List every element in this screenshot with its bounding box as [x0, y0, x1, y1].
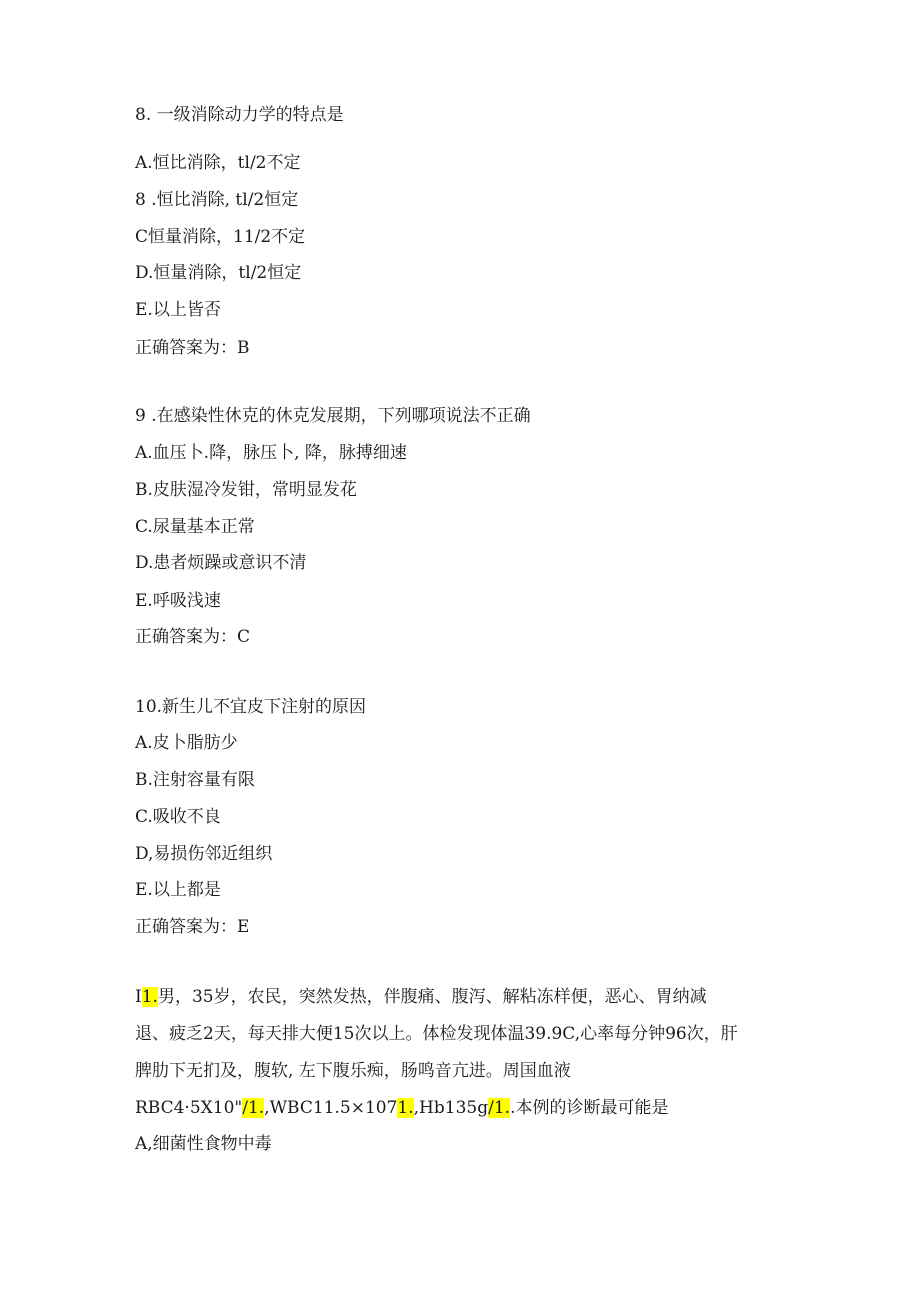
- question-8-answer: 正确答案为：B: [135, 338, 250, 358]
- question-10-option-e: E.以上都是: [135, 880, 221, 900]
- question-9-answer: 正确答案为：C: [135, 627, 251, 647]
- question-11-line-1: [135, 986, 707, 1008]
- question-9-option-d: D.患者烦躁或意识不清: [135, 553, 307, 573]
- question-11-number-prefix: I: [135, 987, 142, 1007]
- question-11-option-a: A,细菌性食物中毒: [135, 1134, 272, 1154]
- question-8-title: 8. 一级消除动力学的特点是: [135, 105, 344, 125]
- lab-rbc: RBC4·5X10": [135, 1098, 243, 1118]
- question-10-option-c: C.吸收不良: [135, 807, 221, 827]
- lab-wbc-unit-highlight: 1.: [397, 1098, 414, 1118]
- question-11-number-highlight: 1.: [141, 987, 158, 1007]
- question-8-option-d: D.恒量消除，tl/2恒定: [135, 263, 302, 283]
- question-10-option-b: B.注射容量有限: [135, 770, 255, 790]
- question-8-option-e: E.以上皆否: [135, 300, 221, 320]
- question-8-option-b: 8 .恒比消除, tl/2恒定: [135, 190, 299, 210]
- question-11-prompt: .本例的诊断最可能是: [510, 1098, 669, 1118]
- question-10-option-a: A.皮卜脂肪少: [135, 733, 238, 753]
- question-9-option-b: B.皮肤湿冷发钳，常明显发花: [135, 480, 357, 500]
- question-11-line-1-text: 男，35岁，农民，突然发热，伴腹痛、腹泻、解粘冻样便，恶心、胃纳减: [157, 987, 707, 1007]
- lab-wbc: ,WBC11.5×107: [264, 1098, 398, 1118]
- lab-hb-unit-highlight: /1.: [488, 1098, 511, 1118]
- question-8-option-c: C恒量消除，11/2不定: [135, 227, 306, 247]
- question-11-line-4: [135, 1097, 668, 1119]
- question-9-option-e: E.呼吸浅速: [135, 591, 221, 611]
- question-10-option-d: D,易损伤邻近组织: [135, 844, 273, 864]
- question-9-option-a: A.血压卜.降，脉压卜, 降，脉搏细速: [135, 443, 407, 463]
- question-9-title: 9 .在感染性休克的休克发展期，下列哪项说法不正确: [135, 406, 531, 426]
- question-10-title: 10.新生儿不宜皮下注射的原因: [135, 697, 367, 717]
- question-10-answer: 正确答案为：E: [135, 917, 250, 937]
- question-11-line-2: 退、疲乏2天，每天排大便15次以上。体检发现体温39.9C,心率每分钟96次，肝: [135, 1024, 738, 1044]
- question-11-line-3: 脾肋下无扪及，腹软, 左下腹乐痴，肠鸣音亢进。周国血液: [135, 1061, 571, 1081]
- question-9-option-c: C.尿量基本正常: [135, 517, 255, 537]
- lab-hb: ,Hb135g: [413, 1098, 489, 1118]
- lab-rbc-unit-highlight: /1.: [242, 1098, 265, 1118]
- question-8-option-a: A.恒比消除，tl/2不定: [135, 153, 301, 173]
